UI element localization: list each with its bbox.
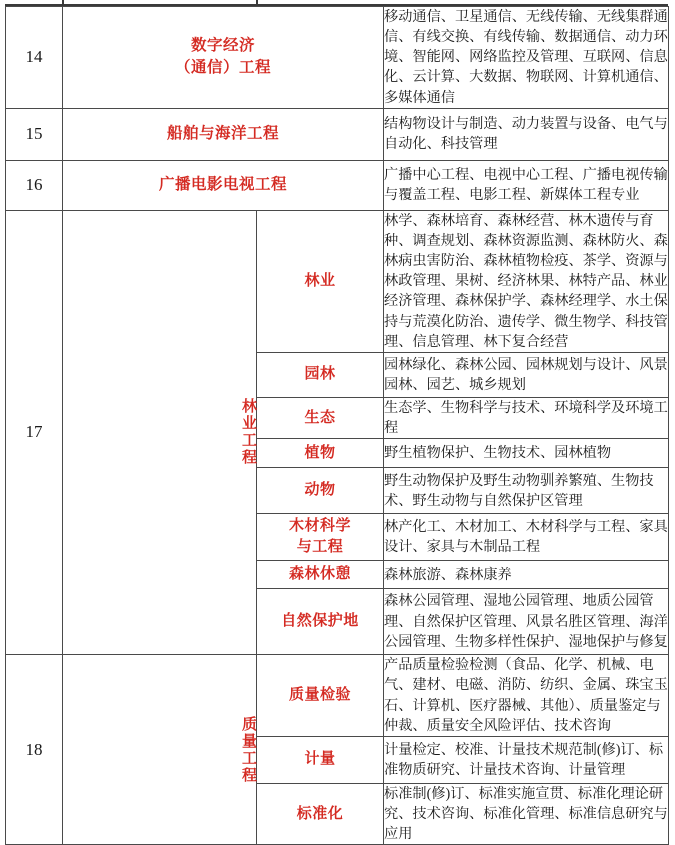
description-cell: 结构物设计与制造、动力装置与设备、电气与自动化、科技管理 xyxy=(384,108,669,160)
major-category-cell xyxy=(63,655,257,845)
sub-category-cell: 生态 xyxy=(257,397,384,438)
table-row xyxy=(6,7,669,109)
row-number-cell: 18 xyxy=(6,655,63,845)
description-cell: 计量检定、校准、计量技术规范制(修)订、标准物质研究、计量技术咨询、计量管理 xyxy=(384,736,669,783)
major-category-cell xyxy=(63,210,257,654)
table-row xyxy=(6,108,669,160)
description-cell: 林学、森林培育、森林经营、林木遗传与育种、调查规划、森林资源监测、森林防火、森林病虫害防治、森林植物检疫、茶学、资源与林政管理、果树、经济林果、林特产品、林业经济管理、森林保护学、森林经理学、水土保持与荒漠化防治、遗传学、微生物学、科技管理、信息管理、林下复合经营 xyxy=(384,210,669,352)
row-number-cell: 15 xyxy=(6,108,63,160)
sub-category-cell: 自然保护地 xyxy=(257,589,384,655)
description-cell: 产品质量检验检测（食品、化学、机械、电气、建材、电磁、消防、纺织、金属、珠宝玉石、计算机、医疗器械、其他）、质量鉴定与仲裁、质量安全风险评估、技术咨询 xyxy=(384,655,669,737)
description-cell: 野生动物保护及野生动物驯养繁殖、生物技术、野生动物与自然保护区管理 xyxy=(384,468,669,514)
description-cell: 园林绿化、森林公园、园林规划与设计、风景园林、园艺、城乡规划 xyxy=(384,352,669,397)
major-category-vertical-wrapper xyxy=(63,716,256,784)
sub-category-label-line1: 木材科学 xyxy=(289,518,352,535)
major-category-label: 林业工程 xyxy=(240,398,256,467)
major-category-cell: 船舶与海洋工程 xyxy=(63,108,384,160)
row-number-cell: 17 xyxy=(6,210,63,654)
description-cell: 森林旅游、森林康养 xyxy=(384,561,669,589)
major-category-cell xyxy=(63,7,384,109)
sub-category-cell: 动物 xyxy=(257,468,384,514)
description-cell: 标准制(修)订、标准实施宣贯、标准化理论研究、技术咨询、标准化管理、标准信息研究与应用 xyxy=(384,783,669,844)
sub-category-cell: 园林 xyxy=(257,352,384,397)
sub-category-label-line2: 与工程 xyxy=(296,539,344,556)
description-cell: 林产化工、木材加工、木材科学与工程、家具设计、家具与木制品工程 xyxy=(384,514,669,561)
table-row xyxy=(6,655,669,737)
major-category-label-line1: 数字经济 xyxy=(191,36,256,54)
major-category-label-line2: （通信）工程 xyxy=(175,59,272,77)
description-cell: 野生植物保护、生物技术、园林植物 xyxy=(384,439,669,468)
sub-category-cell xyxy=(257,514,384,561)
sub-category-cell: 森林休憩 xyxy=(257,561,384,589)
description-cell: 森林公园管理、湿地公园管理、地质公园管理、自然保护区管理、风景名胜区管理、海洋公园管理、生物多样性保护、湿地保护与修复 xyxy=(384,589,669,655)
major-category-vertical-wrapper xyxy=(63,398,256,466)
sub-category-cell: 林业 xyxy=(257,210,384,352)
sub-category-cell: 植物 xyxy=(257,439,384,468)
specialty-classification-table xyxy=(5,6,669,845)
row-number-cell: 14 xyxy=(6,7,63,109)
sub-category-cell: 计量 xyxy=(257,736,384,783)
major-category-label: 质量工程 xyxy=(240,715,256,784)
table-row xyxy=(6,160,669,210)
sub-category-cell: 质量检验 xyxy=(257,655,384,737)
description-cell: 移动通信、卫星通信、无线传输、无线集群通信、有线交换、有线传输、数据通信、动力环境、智能网、网络监控及管理、互联网、信息化、云计算、大数据、物联网、计算机通信、多媒体通信 xyxy=(384,7,669,109)
table-row xyxy=(6,210,669,352)
major-category-cell: 广播电影电视工程 xyxy=(63,160,384,210)
description-cell: 广播中心工程、电视中心工程、广播电视传输与覆盖工程、电影工程、新媒体工程专业 xyxy=(384,160,669,210)
row-number-cell: 16 xyxy=(6,160,63,210)
description-cell: 生态学、生物科学与技术、环境科学及环境工程 xyxy=(384,397,669,438)
sub-category-cell: 标准化 xyxy=(257,783,384,844)
